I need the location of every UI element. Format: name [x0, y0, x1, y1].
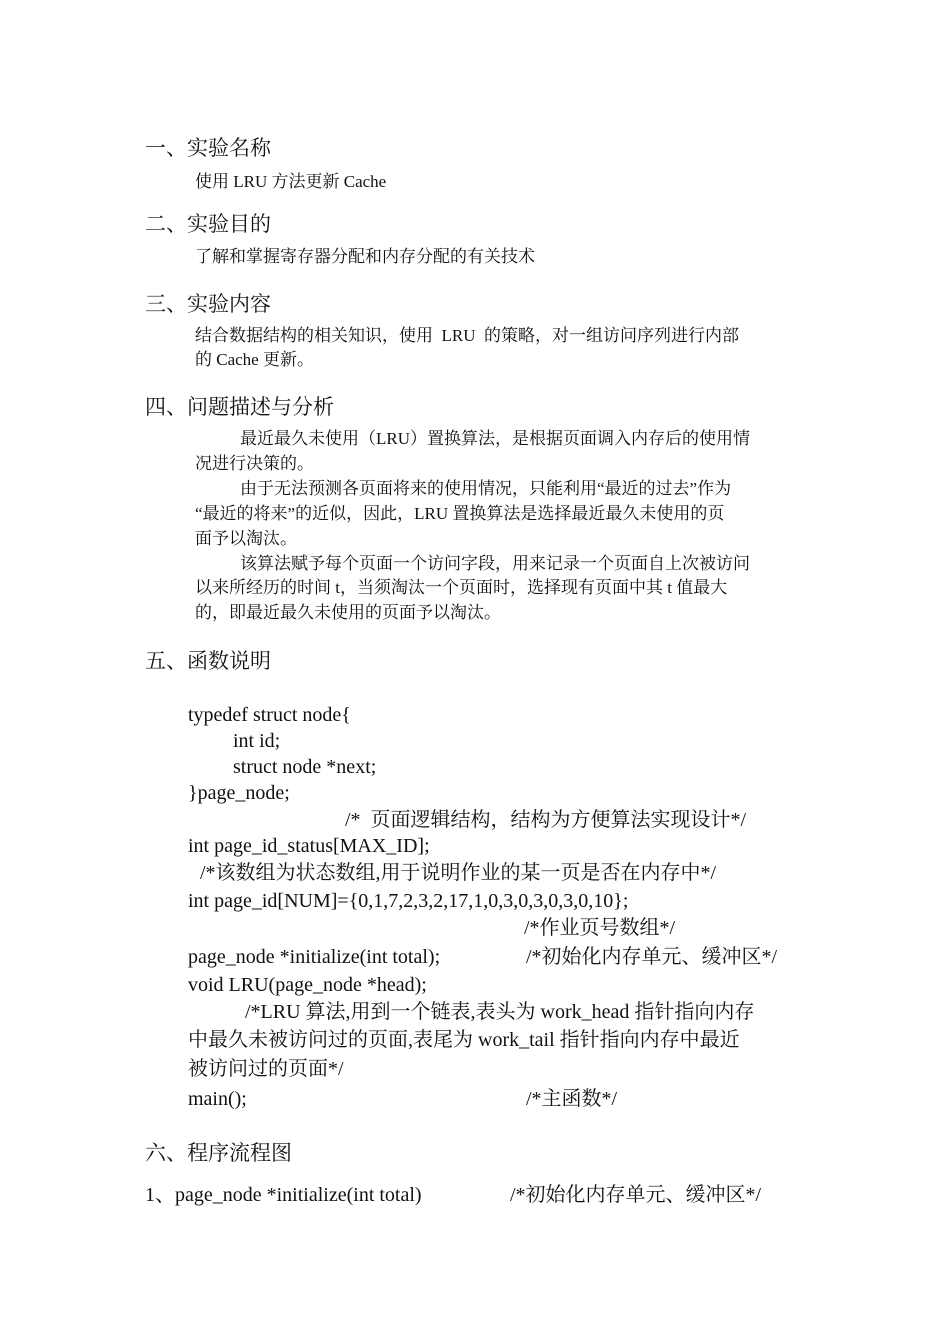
section-4-body-line: “最近的将来”的近似，因此，LRU 置换算法是选择最近最久未使用的页 — [195, 504, 725, 523]
section-4-body-line: 以来所经历的时间 t，当须淘汰一个页面时，选择现有页面中其 t 值最大 — [195, 578, 728, 597]
section-4-body-line: 况进行决策的。 — [195, 454, 314, 473]
section-4-body-line: 面予以淘汰。 — [195, 529, 297, 548]
section-3-body-line: 的 Cache 更新。 — [195, 350, 314, 369]
code-comment: /* 页面逻辑结构，结构为方便算法实现设计*/ — [345, 809, 747, 831]
section-4-body-line: 的，即最近最久未使用的页面予以淘汰。 — [195, 603, 501, 622]
code-line: int page_id_status[MAX_ID]; — [188, 835, 430, 857]
code-comment: /*主函数*/ — [526, 1088, 618, 1110]
section-1-title: 一、实验名称 — [145, 136, 271, 160]
section-4-body-line: 最近最久未使用（LRU）置换算法，是根据页面调入内存后的使用情 — [240, 429, 750, 448]
section-3-body-line: 结合数据结构的相关知识，使用 LRU 的策略，对一组访问序列进行内部 — [195, 326, 739, 345]
code-comment: /*LRU 算法,用到一个链表,表头为 work_head 指针指向内存 — [245, 1001, 755, 1023]
section-2-body-line: 了解和掌握寄存器分配和内存分配的有关技术 — [195, 247, 535, 266]
code-line: void LRU(page_node *head); — [188, 974, 427, 996]
section-4-body-line: 由于无法预测各页面将来的使用情况，只能利用“最近的过去”作为 — [240, 479, 732, 498]
section-4-body-line: 该算法赋予每个页面一个访问字段，用来记录一个页面自上次被访问 — [240, 554, 750, 573]
code-comment: /*初始化内存单元、缓冲区*/ — [526, 946, 778, 968]
flowchart-item: 1、page_node *initialize(int total) — [145, 1184, 422, 1206]
code-comment: /*作业页号数组*/ — [524, 917, 676, 939]
code-comment: 被访问过的页面*/ — [188, 1058, 344, 1080]
code-line: typedef struct node{ — [188, 704, 351, 726]
code-comment: 中最久未被访问过的页面,表尾为 work_tail 指针指向内存中最近 — [188, 1029, 740, 1051]
section-3-title: 三、实验内容 — [145, 292, 271, 316]
section-5-title: 五、函数说明 — [145, 649, 271, 673]
code-line: int id; — [233, 730, 281, 752]
flowchart-item-comment: /*初始化内存单元、缓冲区*/ — [510, 1184, 762, 1206]
section-2-title: 二、实验目的 — [145, 212, 271, 236]
section-6-title: 六、程序流程图 — [145, 1141, 292, 1165]
code-line: main(); — [188, 1088, 247, 1110]
code-line: }page_node; — [188, 782, 290, 804]
code-line: int page_id[NUM]={0,1,7,2,3,2,17,1,0,3,0,3,0,3,0,10}; — [188, 890, 629, 912]
section-4-title: 四、问题描述与分析 — [145, 395, 334, 419]
code-line: page_node *initialize(int total); — [188, 946, 441, 968]
code-line: struct node *next; — [233, 756, 377, 778]
code-comment: /*该数组为状态数组,用于说明作业的某一页是否在内存中*/ — [200, 862, 717, 884]
section-1-body-line: 使用 LRU 方法更新 Cache — [195, 172, 387, 191]
